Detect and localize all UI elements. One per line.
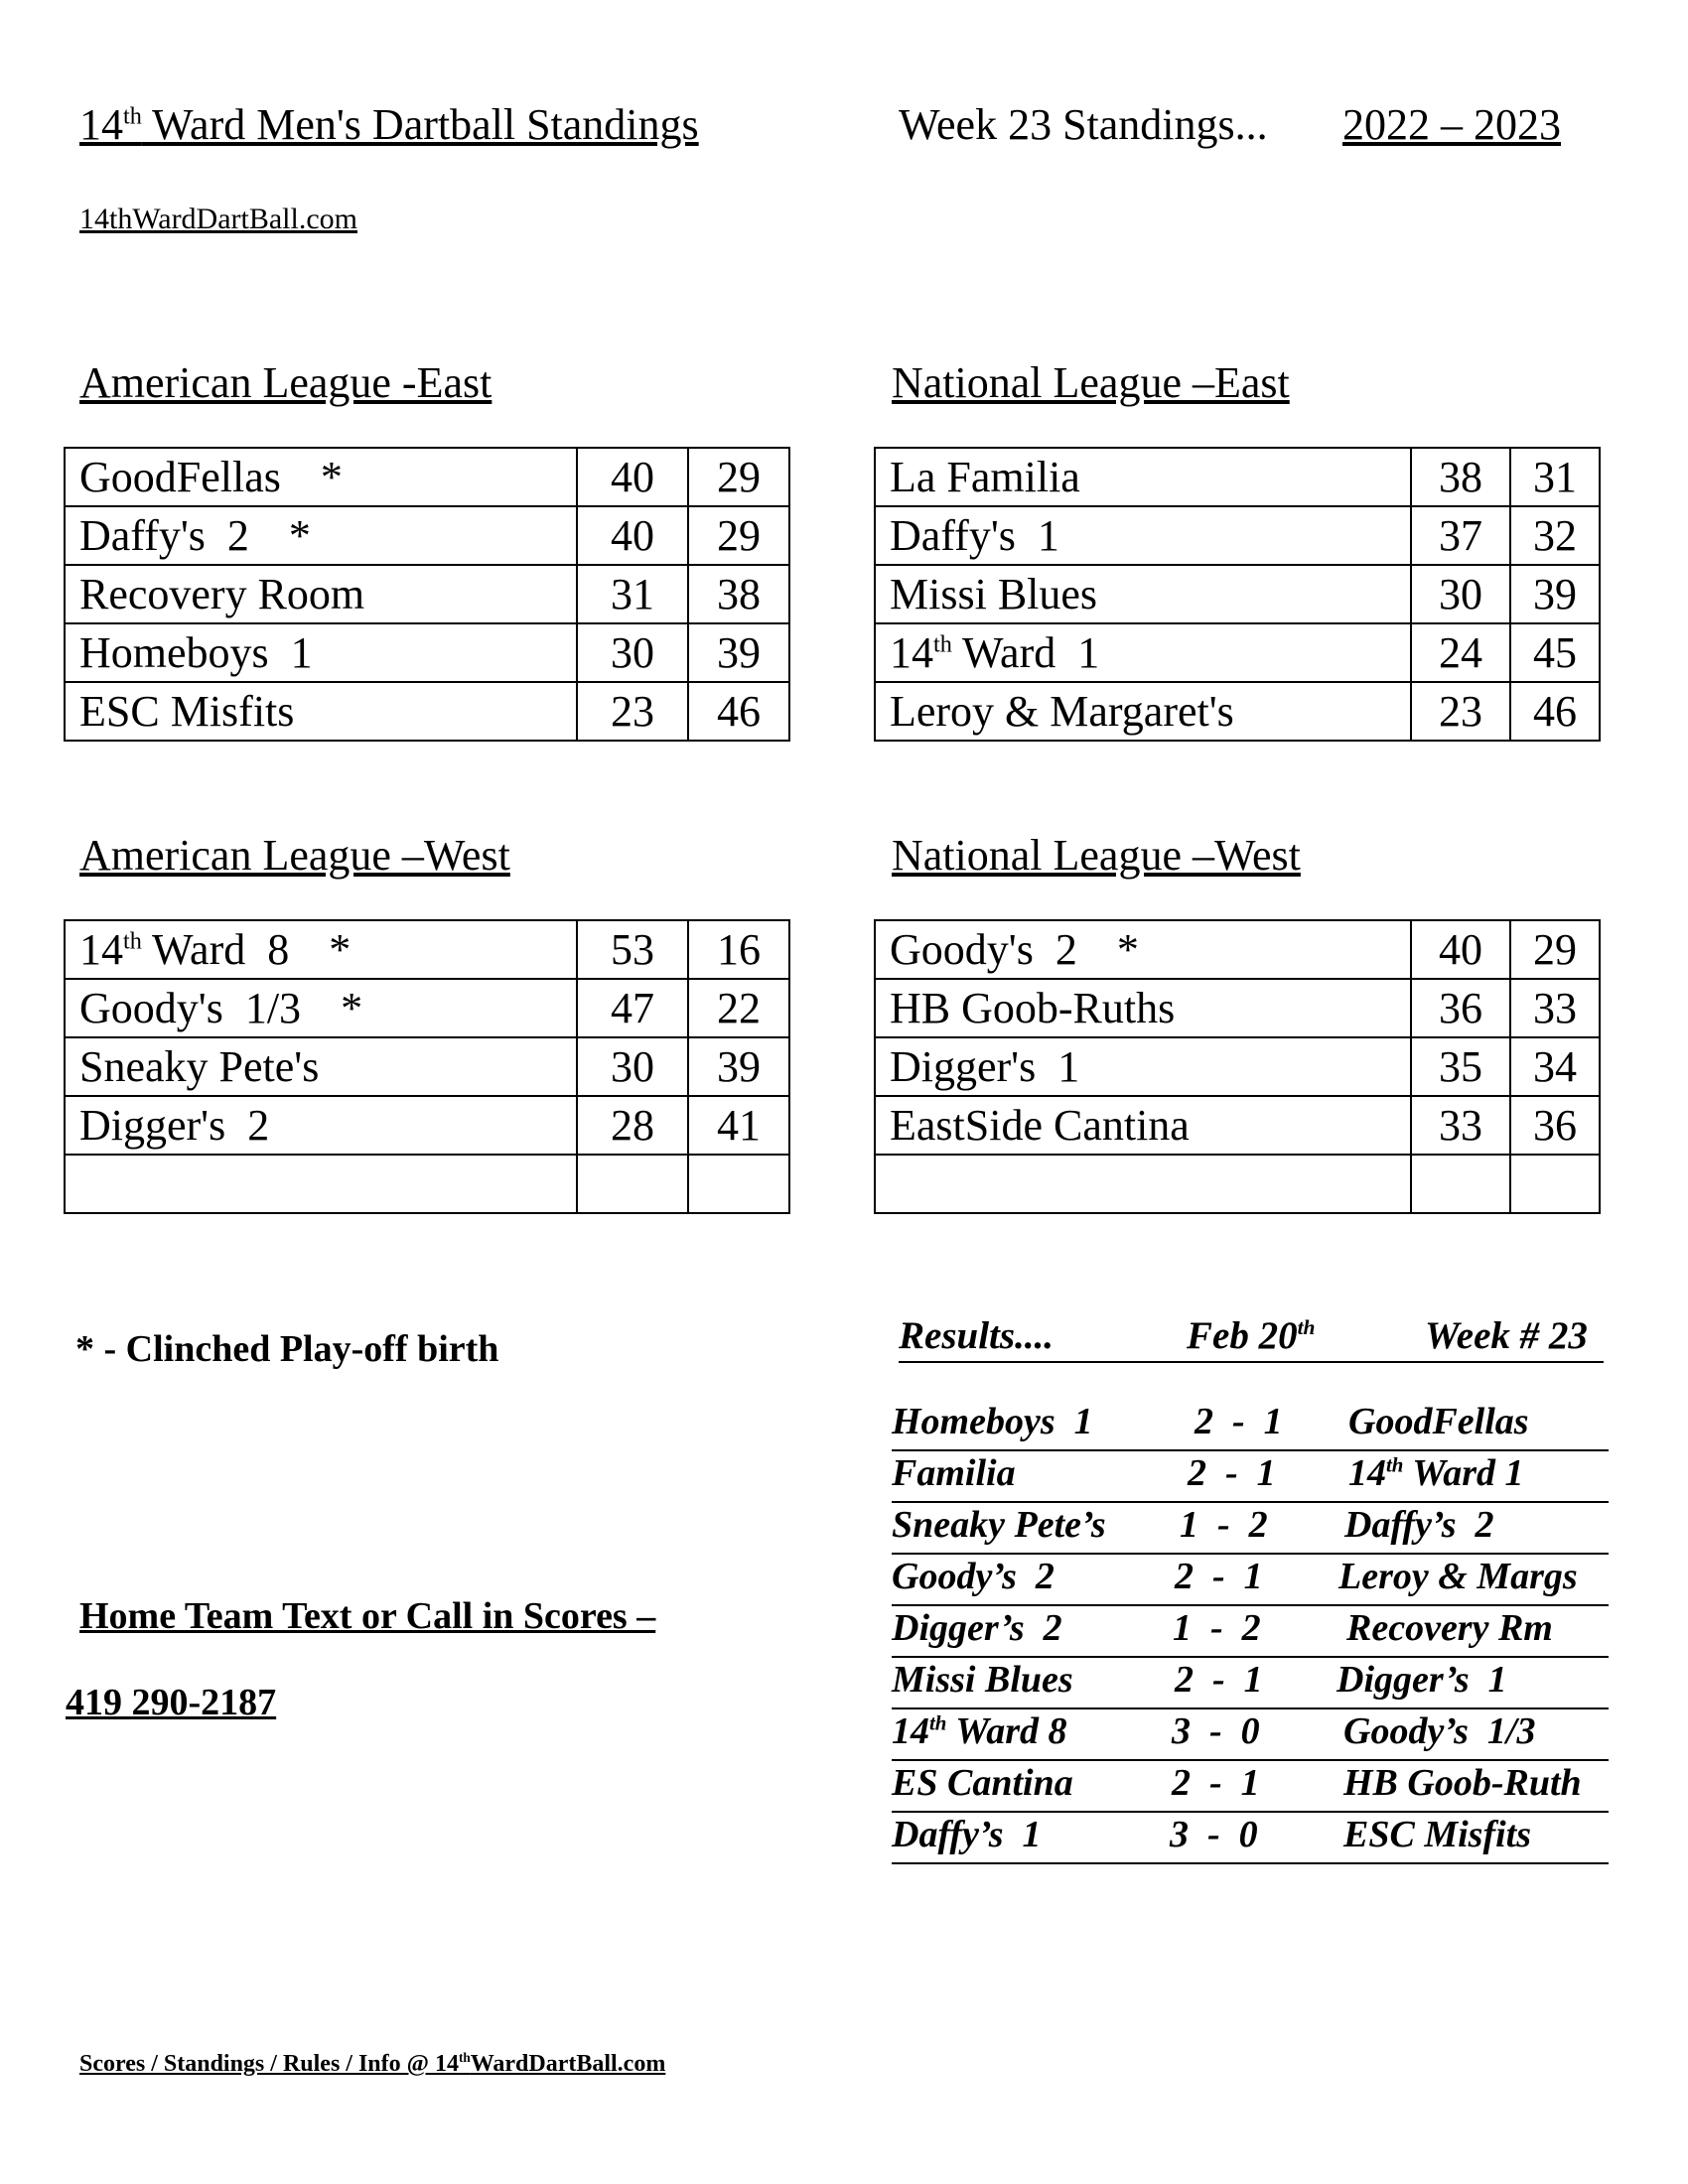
- al-west-heading: American League –West: [79, 831, 510, 880]
- phone-number[interactable]: 419 290-2187: [66, 1682, 277, 1723]
- table-row: 14th Ward 1 24 45: [875, 623, 1600, 682]
- table-row: Digger's 1 35 34: [875, 1037, 1600, 1096]
- nl-west-heading: National League –West: [892, 831, 1301, 880]
- nl-east-table: [874, 447, 1601, 742]
- results-week: Week # 23: [1425, 1314, 1588, 1357]
- result-row: Homeboys 1 2 - 1 GoodFellas: [892, 1400, 1609, 1451]
- nl-west-table: [874, 919, 1601, 1214]
- week-standings-label: Week 23 Standings...: [899, 100, 1268, 149]
- result-row: Goody’s 2 2 - 1 Leroy & Margs: [892, 1555, 1609, 1606]
- nl-east-heading: National League –East: [892, 358, 1290, 407]
- results-label: Results....: [899, 1314, 1055, 1357]
- result-row: ES Cantina 2 - 1 HB Goob-Ruth: [892, 1761, 1609, 1813]
- table-row: La Familia 38 31: [875, 448, 1600, 506]
- table-row: ESC Misfits 23 46: [65, 682, 789, 741]
- al-west-table: [64, 919, 790, 1214]
- season-label: 2022 – 2023: [1342, 100, 1561, 149]
- al-east-heading: American League -East: [79, 358, 492, 407]
- table-row: Daffy's 2 * 40 29: [65, 506, 789, 565]
- result-row: Digger’s 2 1 - 2 Recovery Rm: [892, 1606, 1609, 1658]
- table-row: 14th Ward 8 * 53 16: [65, 920, 789, 979]
- table-row: Leroy & Margaret's 23 46: [875, 682, 1600, 741]
- table-row: EastSide Cantina 33 36: [875, 1096, 1600, 1155]
- table-row: Daffy's 1 37 32: [875, 506, 1600, 565]
- table-row: HB Goob-Ruths 36 33: [875, 979, 1600, 1037]
- result-row: 14th Ward 8 3 - 0 Goody’s 1/3: [892, 1709, 1609, 1761]
- result-row: Sneaky Pete’s 1 - 2 Daffy’s 2: [892, 1503, 1609, 1555]
- results-header: [899, 1313, 1604, 1363]
- table-row: Sneaky Pete's 30 39: [65, 1037, 789, 1096]
- table-row: GoodFellas * 40 29: [65, 448, 789, 506]
- table-row: [875, 1155, 1600, 1213]
- table-row: Recovery Room 31 38: [65, 565, 789, 623]
- table-row: Goody's 2 * 40 29: [875, 920, 1600, 979]
- table-row: Missi Blues 30 39: [875, 565, 1600, 623]
- home-team-note: Home Team Text or Call in Scores –: [79, 1595, 656, 1637]
- result-row: Daffy’s 1 3 - 0 ESC Misfits: [892, 1813, 1609, 1864]
- footer-links[interactable]: Scores / Standings / Rules / Info @ 14thWardDartBall.com: [79, 2050, 666, 2077]
- clinched-note: * - Clinched Play-off birth: [75, 1328, 499, 1370]
- table-row: [65, 1155, 789, 1213]
- results-date: Feb 20th: [1187, 1314, 1316, 1357]
- table-row: Goody's 1/3 * 47 22: [65, 979, 789, 1037]
- website-link[interactable]: 14thWardDartBall.com: [79, 203, 358, 235]
- al-east-table: [64, 447, 790, 742]
- table-row: Digger's 2 28 41: [65, 1096, 789, 1155]
- table-row: Homeboys 1 30 39: [65, 623, 789, 682]
- result-row: Familia 2 - 1 14th Ward 1: [892, 1451, 1609, 1503]
- result-row: Missi Blues 2 - 1 Digger’s 1: [892, 1658, 1609, 1709]
- page-title: 14th Ward Men's Dartball Standings: [79, 100, 699, 149]
